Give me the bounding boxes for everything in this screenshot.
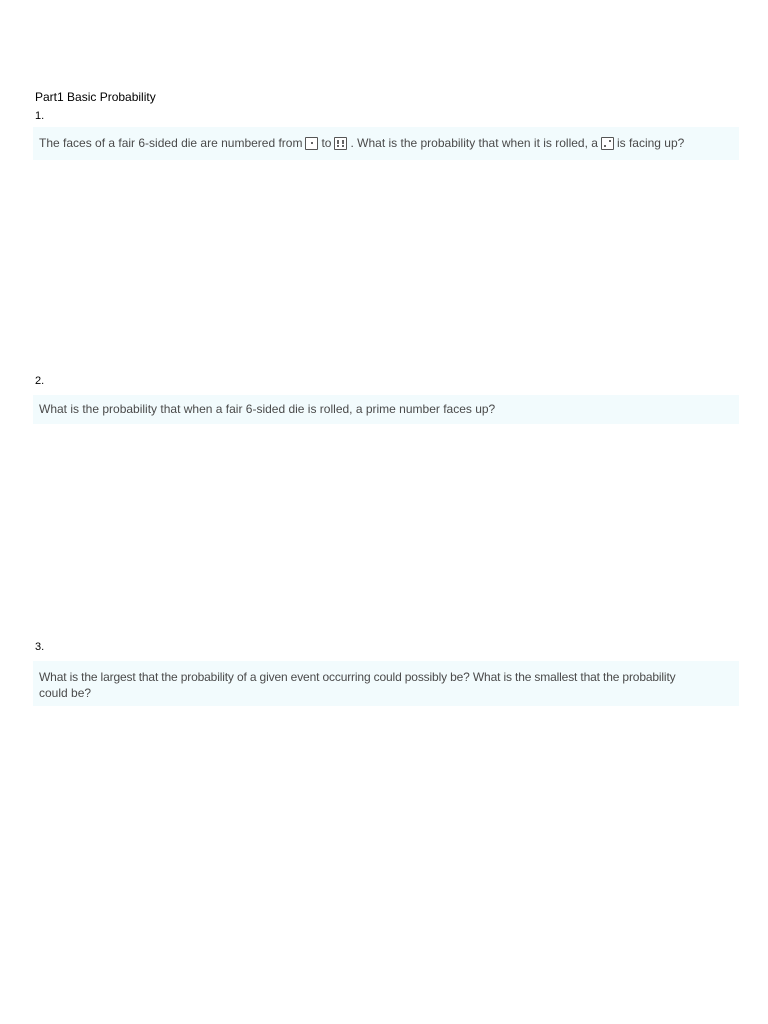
question-2-box (33, 395, 739, 424)
question-2-number: 2. (35, 375, 45, 387)
die-face-six-icon (334, 137, 347, 150)
question-3-box (33, 661, 739, 706)
question-1-text-part-c: . What is the probability that when it is rolled, a (350, 136, 598, 150)
question-1-text-part-a: The faces of a fair 6-sided die are numbered from (39, 136, 303, 150)
question-1-number: 1. (35, 110, 45, 122)
die-face-one-icon (305, 137, 318, 150)
question-1-box (33, 127, 739, 160)
section-heading: Part1 Basic Probability (35, 90, 156, 104)
question-2-text: What is the probability that when a fair 6-sided die is rolled, a prime number faces up? (39, 402, 496, 416)
question-1-text (39, 135, 733, 151)
die-face-two-icon (601, 137, 614, 150)
question-3-number: 3. (35, 641, 45, 653)
question-1-text-part-b: to (321, 136, 332, 150)
question-3-text-line-1: What is the largest that the probability of a given event occurring could possibly be? What is the smallest that the probability (39, 670, 676, 684)
question-3-text-line-2: could be? (39, 686, 92, 700)
question-1-text-part-d: is facing up? (616, 136, 685, 150)
